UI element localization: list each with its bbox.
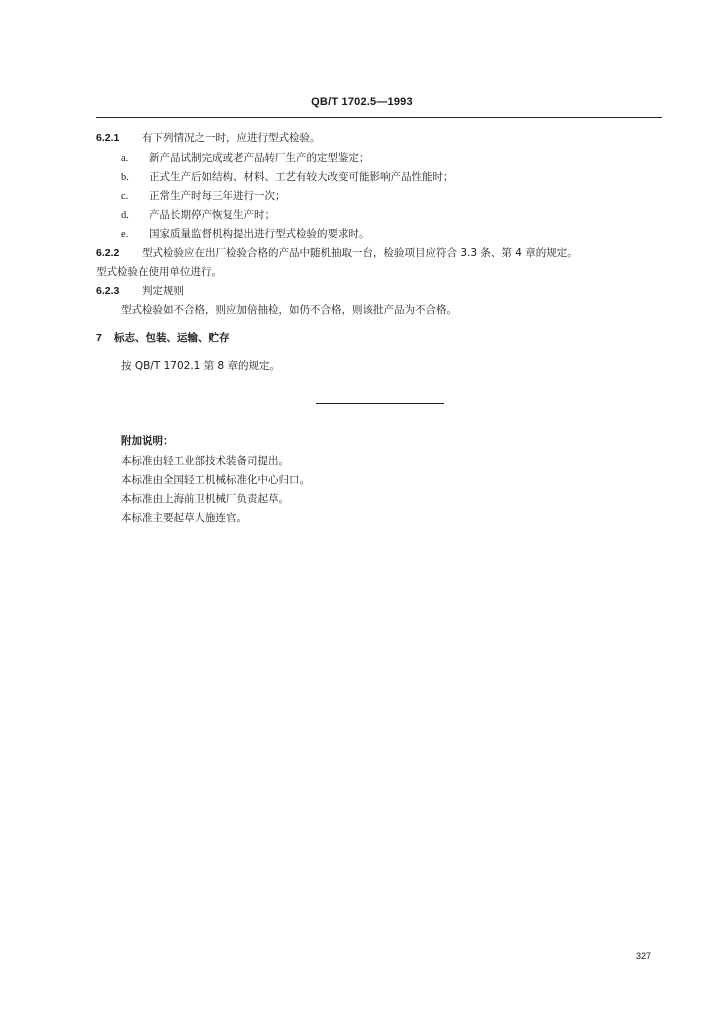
note-line: 本标准由全国轻工机械标准化中心归口。 bbox=[121, 474, 310, 486]
list-item bbox=[121, 208, 275, 223]
additional-notes-title: 附加说明： bbox=[121, 435, 174, 447]
section-number: 7 bbox=[96, 332, 102, 344]
note-line: 本标准主要起草人施连官。 bbox=[121, 512, 247, 524]
clause-number: 6.2.2 bbox=[96, 247, 120, 259]
note-line: 本标准由上海前卫机械厂负责起草。 bbox=[121, 493, 289, 505]
item-text: 产品长期停产恢复生产时； bbox=[149, 209, 275, 221]
clause-text: 型式检验应在出厂检验合格的产品中随机抽取一台，检验项目应符合 3.3 条、第 4 章的规定。 bbox=[142, 247, 578, 259]
list-item bbox=[121, 151, 370, 166]
item-marker: b. bbox=[121, 172, 129, 183]
clause-6-2-2-continuation: 型式检验在使用单位进行。 bbox=[96, 266, 222, 278]
clause-number: 6.2.1 bbox=[96, 132, 120, 144]
header-rule bbox=[96, 117, 662, 118]
standard-code-header: QB/T 1702.5—1993 bbox=[311, 96, 413, 108]
clause-6-2-2 bbox=[96, 246, 578, 260]
item-text: 国家质量监督机构提出进行型式检验的要求时。 bbox=[149, 228, 370, 240]
section-7-heading bbox=[96, 331, 230, 345]
item-marker: c. bbox=[121, 191, 129, 202]
section-7-text: 按 QB/T 1702.1 第 8 章的规定。 bbox=[121, 360, 281, 372]
clause-6-2-3 bbox=[96, 284, 184, 298]
page-number: 327 bbox=[636, 951, 652, 961]
list-item bbox=[121, 170, 454, 185]
item-marker: d. bbox=[121, 210, 129, 221]
note-line: 本标准由轻工业部技术装备司提出。 bbox=[121, 455, 289, 467]
clause-number: 6.2.3 bbox=[96, 285, 120, 297]
list-item bbox=[121, 227, 370, 242]
item-text: 正式生产后如结构、材料、工艺有较大改变可能影响产品性能时； bbox=[149, 171, 454, 183]
item-text: 正常生产时每三年进行一次； bbox=[149, 190, 286, 202]
list-item bbox=[121, 189, 286, 204]
item-marker: e. bbox=[121, 229, 129, 240]
clause-title: 判定规则 bbox=[142, 285, 184, 297]
item-text: 新产品试制完成或老产品转厂生产的定型鉴定； bbox=[149, 152, 370, 164]
end-of-standard-rule bbox=[316, 403, 444, 404]
clause-6-2-1 bbox=[96, 131, 321, 145]
clause-6-2-3-text: 型式检验如不合格，则应加倍抽检，如仍不合格，则该批产品为不合格。 bbox=[121, 304, 457, 316]
section-title: 标志、包装、运输、贮存 bbox=[114, 332, 230, 344]
clause-text: 有下列情况之一时，应进行型式检验。 bbox=[142, 132, 321, 144]
item-marker: a. bbox=[121, 153, 129, 164]
